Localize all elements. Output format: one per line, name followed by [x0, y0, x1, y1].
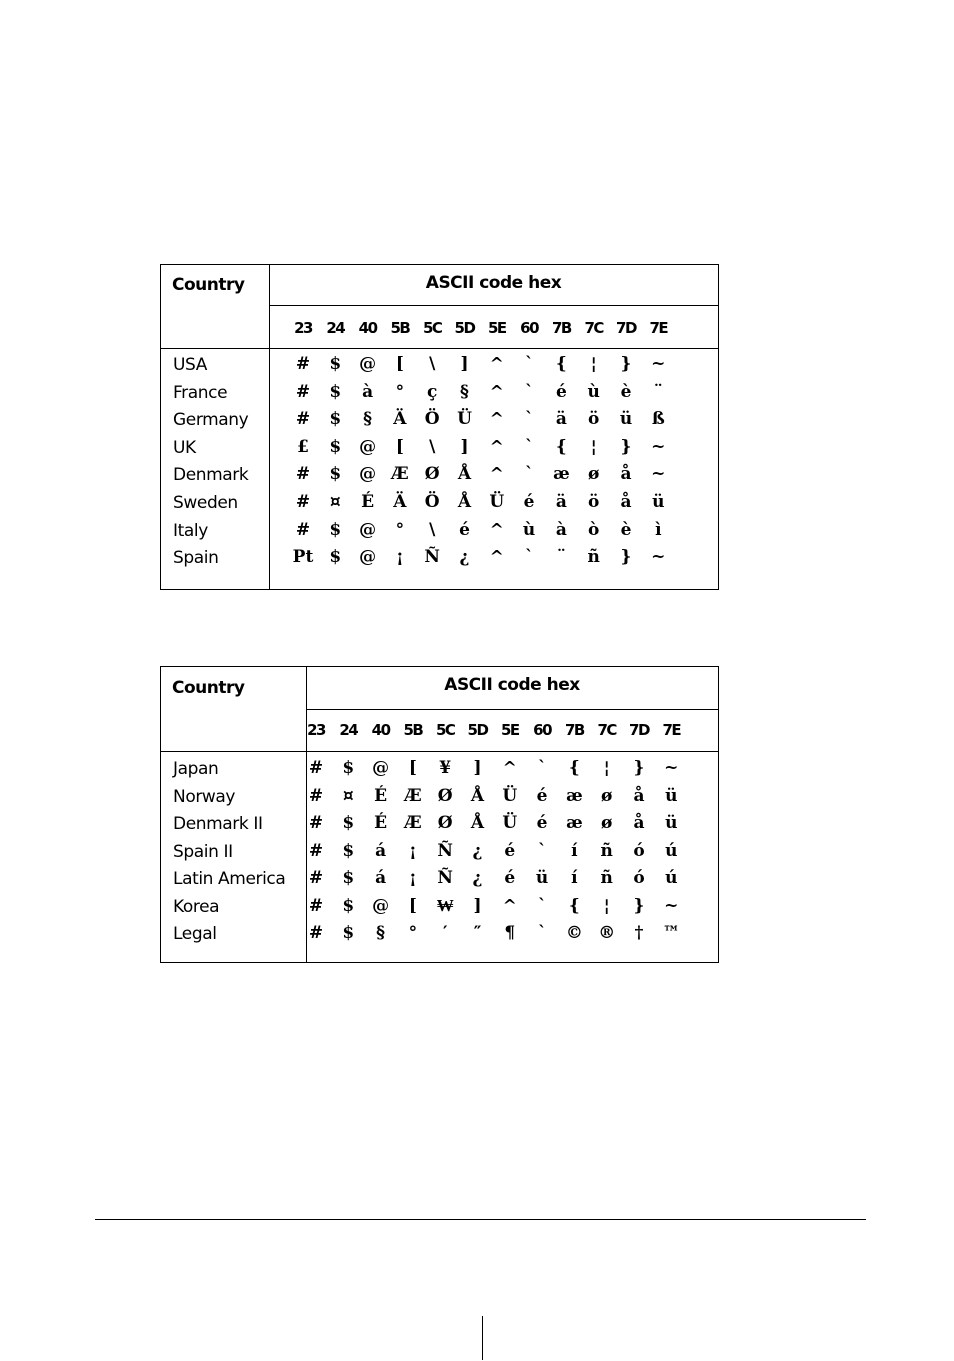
character-cell: † — [634, 923, 644, 943]
character-cell: á — [375, 868, 387, 888]
country-name: Germany — [173, 410, 249, 431]
body-divider — [161, 348, 718, 349]
character-cell: Ü — [457, 409, 472, 430]
country-name: Denmark — [173, 465, 249, 486]
character-cell: ü — [619, 409, 633, 430]
character-cell: } — [620, 436, 632, 457]
country-header: Country — [172, 275, 245, 295]
character-cell: ó — [633, 868, 645, 888]
character-cell: @ — [372, 758, 390, 778]
character-cell: ^ — [489, 354, 504, 374]
country-name: Japan — [173, 759, 219, 779]
country-name: USA — [173, 355, 207, 375]
character-cell: ] — [460, 354, 469, 374]
character-cell: # — [308, 868, 324, 888]
character-cell: é — [555, 381, 567, 402]
hex-code-23: 23 — [294, 319, 312, 337]
character-cell: ` — [524, 464, 534, 485]
character-cell: ü — [652, 492, 665, 512]
character-cell: ` — [524, 547, 534, 568]
character-cell: # — [308, 758, 324, 778]
character-cell: # — [295, 381, 311, 402]
character-cell: ` — [537, 895, 547, 916]
character-cell: @ — [359, 436, 377, 457]
country-header: Country — [172, 678, 245, 698]
hex-code-7d: 7D — [629, 721, 649, 739]
character-cell: Ö — [424, 492, 440, 512]
character-cell: ù — [587, 381, 600, 402]
character-cell: ¶ — [504, 923, 516, 943]
character-cell: ü — [665, 813, 678, 833]
character-cell: É — [361, 492, 375, 512]
character-cell: ó — [633, 840, 645, 861]
character-cell: í — [571, 868, 578, 888]
character-cell: Ñ — [424, 547, 440, 568]
character-cell: ® — [598, 923, 616, 943]
hex-code-5b: 5B — [390, 319, 410, 337]
character-cell: ^ — [489, 436, 504, 457]
character-cell: ¦ — [603, 758, 610, 778]
header-divider — [269, 305, 718, 306]
character-cell: Ü — [489, 492, 505, 512]
character-cell: ] — [473, 895, 482, 916]
character-cell: ^ — [489, 464, 504, 485]
character-cell: é — [504, 840, 516, 861]
character-cell: ß — [651, 409, 665, 430]
footer-rule — [95, 1219, 866, 1220]
character-cell: # — [308, 840, 324, 861]
character-cell: ™ — [662, 923, 680, 943]
character-cell: ` — [524, 436, 534, 457]
character-cell: # — [308, 923, 324, 943]
character-cell: # — [308, 895, 324, 916]
character-cell: Å — [470, 785, 485, 806]
character-cell: # — [295, 464, 311, 485]
character-cell: ø — [601, 785, 613, 806]
character-cell: ö — [588, 492, 600, 512]
character-cell: } — [633, 758, 645, 778]
character-cell: ü — [665, 785, 678, 806]
body-divider — [161, 751, 718, 752]
character-cell: Ä — [393, 409, 407, 430]
character-cell: á — [375, 840, 387, 861]
hex-code-5b: 5B — [403, 721, 423, 739]
character-cell: é — [536, 785, 548, 806]
character-cell: Å — [457, 492, 472, 512]
character-cell: å — [633, 785, 645, 806]
character-cell: $ — [329, 436, 342, 457]
character-cell: \ — [429, 519, 436, 540]
character-cell: [ — [395, 354, 404, 374]
character-cell: ö — [588, 409, 600, 430]
character-cell: í — [571, 840, 578, 861]
hex-code-5c: 5C — [435, 721, 455, 739]
character-cell: # — [295, 409, 311, 430]
hex-code-5e: 5E — [500, 721, 519, 739]
character-cell: ′ — [442, 923, 448, 943]
hex-code-7b: 7B — [551, 319, 571, 337]
country-name: France — [173, 382, 228, 403]
hex-code-40: 40 — [371, 721, 390, 739]
character-cell: @ — [359, 519, 377, 540]
character-cell: ¦ — [590, 354, 597, 374]
character-cell: { — [568, 758, 580, 778]
hex-code-7b: 7B — [564, 721, 584, 739]
character-cell: Æ — [404, 785, 422, 806]
character-cell: å — [620, 492, 632, 512]
character-cell: ° — [395, 519, 405, 540]
character-cell: ] — [460, 436, 469, 457]
character-cell: § — [376, 923, 386, 943]
character-cell: ¥ — [439, 758, 452, 778]
character-cell: å — [620, 464, 632, 485]
hex-code-40: 40 — [358, 319, 377, 337]
character-cell: ~ — [664, 895, 679, 916]
character-cell: ^ — [489, 381, 504, 402]
character-cell: ø — [601, 813, 613, 833]
ascii-code-hex-header: ASCII code hex — [425, 273, 562, 293]
country-name: Legal — [173, 924, 217, 944]
character-cell: @ — [372, 895, 390, 916]
character-cell: ^ — [489, 519, 504, 540]
country-name: Italy — [173, 520, 208, 541]
character-cell: Ø — [424, 464, 440, 485]
character-set-table-2 — [160, 666, 719, 963]
character-cell: ~ — [651, 464, 666, 485]
character-cell: $ — [342, 840, 355, 861]
character-cell: $ — [329, 547, 342, 568]
country-name: Sweden — [173, 493, 238, 513]
character-cell: Æ — [391, 464, 409, 485]
character-cell: ¦ — [603, 895, 610, 916]
character-cell: $ — [342, 758, 355, 778]
character-cell: @ — [359, 547, 377, 568]
character-cell: § — [460, 381, 469, 402]
character-cell: æ — [566, 813, 583, 833]
character-cell: ¤ — [342, 785, 354, 806]
country-name: Norway — [173, 786, 236, 807]
country-name: Spain — [173, 548, 219, 569]
character-cell: ~ — [651, 547, 666, 568]
character-cell: ` — [537, 923, 547, 943]
character-cell: } — [620, 547, 632, 568]
character-cell: @ — [359, 354, 377, 374]
character-cell: } — [620, 354, 632, 374]
character-cell: # — [295, 519, 311, 540]
character-cell: { — [555, 354, 567, 374]
hex-code-24: 24 — [339, 721, 358, 739]
character-cell: \ — [429, 354, 436, 374]
character-cell: ç — [427, 381, 438, 402]
character-cell: ` — [524, 354, 534, 374]
hex-code-7c: 7C — [584, 319, 603, 337]
character-cell: # — [295, 492, 311, 512]
character-cell: @ — [359, 464, 377, 485]
character-cell: $ — [342, 895, 355, 916]
character-cell: ¿ — [472, 868, 483, 888]
character-cell: ú — [665, 868, 678, 888]
character-cell: é — [459, 519, 470, 540]
character-cell: Ñ — [437, 868, 453, 888]
character-cell: é — [523, 492, 535, 512]
character-cell: ` — [524, 381, 534, 402]
character-cell: æ — [553, 464, 570, 485]
character-cell: ä — [555, 409, 567, 430]
hex-code-5d: 5D — [454, 319, 475, 337]
character-cell: å — [633, 813, 645, 833]
character-cell: ú — [665, 840, 678, 861]
character-cell: ¿ — [472, 840, 483, 861]
character-cell: $ — [342, 923, 355, 943]
hex-code-5e: 5E — [487, 319, 506, 337]
country-name: Denmark II — [173, 814, 263, 834]
character-cell: # — [308, 785, 324, 806]
character-cell: £ — [297, 436, 309, 457]
character-cell: ü — [535, 868, 549, 888]
character-cell: ñ — [587, 547, 600, 568]
character-cell: $ — [329, 464, 342, 485]
character-cell: ^ — [489, 547, 504, 568]
character-cell: ñ — [600, 868, 613, 888]
character-cell: [ — [408, 895, 417, 916]
character-cell: ° — [395, 381, 405, 402]
character-cell: ″ — [473, 923, 482, 943]
character-cell: { — [555, 436, 567, 457]
character-cell: ¡ — [409, 868, 417, 888]
character-cell: É — [374, 785, 388, 806]
character-cell: Ø — [437, 785, 453, 806]
page-center-mark — [482, 1316, 483, 1360]
character-cell: Ø — [437, 813, 453, 833]
hex-code-7e: 7E — [649, 319, 668, 337]
character-cell: ] — [473, 758, 482, 778]
country-name: UK — [173, 437, 196, 458]
character-cell: ` — [537, 758, 547, 778]
character-cell: # — [295, 354, 311, 374]
character-cell: [ — [408, 758, 417, 778]
character-cell: ~ — [651, 354, 666, 374]
character-cell: { — [568, 895, 580, 916]
character-cell: ì — [655, 519, 662, 540]
character-cell: ^ — [502, 758, 517, 778]
character-cell: $ — [329, 354, 342, 374]
hex-code-5c: 5C — [422, 319, 442, 337]
character-cell: è — [620, 381, 632, 402]
character-cell: § — [363, 409, 373, 430]
column-divider — [269, 265, 270, 589]
character-cell: ¨ — [654, 381, 663, 402]
character-cell: ò — [588, 519, 600, 540]
character-cell: æ — [566, 785, 583, 806]
character-cell: © — [565, 923, 583, 943]
character-cell: Ä — [393, 492, 407, 512]
hex-code-60: 60 — [520, 319, 539, 337]
character-cell: Pt — [292, 547, 314, 568]
country-name: Latin America — [173, 869, 286, 889]
character-cell: ` — [524, 409, 534, 430]
character-cell: # — [308, 813, 324, 833]
character-cell: Å — [470, 813, 485, 833]
character-cell: Ü — [502, 785, 518, 806]
character-cell: ¦ — [590, 436, 597, 457]
character-cell: à — [362, 381, 374, 402]
character-cell: ¨ — [557, 547, 566, 568]
character-cell: ñ — [600, 840, 613, 861]
character-cell: Æ — [404, 813, 422, 833]
character-cell: [ — [395, 436, 404, 457]
character-cell: $ — [342, 868, 355, 888]
hex-code-60: 60 — [533, 721, 552, 739]
character-cell: $ — [329, 519, 342, 540]
character-cell: ø — [588, 464, 600, 485]
character-cell: ` — [537, 840, 547, 861]
character-cell: ~ — [651, 436, 666, 457]
character-cell: é — [536, 813, 548, 833]
character-cell: $ — [329, 409, 342, 430]
character-cell: ^ — [502, 895, 517, 916]
character-cell: É — [374, 813, 388, 833]
hex-code-7c: 7C — [597, 721, 616, 739]
character-cell: Å — [457, 464, 472, 485]
hex-code-7e: 7E — [662, 721, 681, 739]
character-cell: } — [633, 895, 645, 916]
hex-code-23: 23 — [307, 721, 325, 739]
hex-code-5d: 5D — [467, 721, 488, 739]
character-cell: ~ — [664, 758, 679, 778]
character-cell: Ñ — [437, 840, 453, 861]
character-cell: ° — [408, 923, 418, 943]
country-name: Spain II — [173, 841, 233, 862]
header-divider — [306, 709, 718, 710]
character-cell: ¿ — [459, 547, 470, 568]
hex-code-24: 24 — [326, 319, 345, 337]
character-cell: ¡ — [409, 840, 417, 861]
character-cell: é — [504, 868, 516, 888]
character-cell: $ — [329, 381, 342, 402]
character-cell: ₩ — [436, 895, 454, 916]
character-cell: $ — [342, 813, 355, 833]
character-cell: Ö — [424, 409, 440, 430]
hex-code-7d: 7D — [616, 319, 636, 337]
character-cell: \ — [429, 436, 436, 457]
character-set-table-1 — [160, 264, 719, 590]
ascii-code-hex-header: ASCII code hex — [444, 675, 580, 695]
character-cell: è — [620, 519, 632, 540]
character-cell: ¤ — [329, 492, 341, 512]
character-cell: ^ — [489, 409, 504, 430]
character-cell: ù — [522, 519, 536, 540]
character-cell: ¡ — [396, 547, 404, 568]
character-cell: à — [555, 519, 567, 540]
character-cell: Ü — [502, 813, 518, 833]
character-cell: ä — [555, 492, 567, 512]
country-name: Korea — [173, 896, 220, 917]
